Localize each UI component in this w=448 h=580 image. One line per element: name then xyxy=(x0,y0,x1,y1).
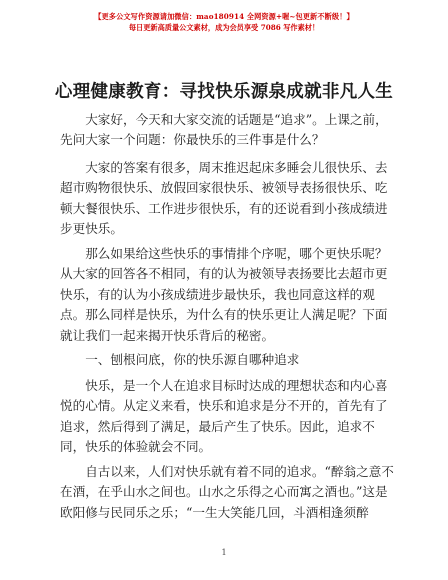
paragraph-text: 自古以来，人们对快乐就有着不同的追求。“醉翁之意不在酒，在乎山水之间也。山水之乐得之心而寓之酒也。”这是欧阳修与民同乐之乐；“一生大笑能几回，斗酒相逢须醉 xyxy=(60,464,394,520)
paragraph-intro xyxy=(60,110,400,151)
paragraph-text: 大家的答案有很多，周末推迟起床多睡会儿很快乐、去超市购物很快乐、放假回家很快乐、被领导表扬很快乐、吃顿大餐很快乐、工作进步很快乐，有的还说看到小孩成绩进步更快乐。 xyxy=(60,160,388,237)
page-number: 1 xyxy=(221,548,227,557)
paragraph-text: 快乐，是一个人在追求目标时达成的理想状态和内心喜悦的心情。从定义来看，快乐和追求是分不开的，首先有了追求，然后得到了满足，最后产生了快乐。因此，追求不同，快乐的体验就会不同。 xyxy=(60,378,388,455)
paragraph-text: 那么如果给这些快乐的事情排个序呢，哪个更快乐呢？从大家的回答各不相同，有的认为被领导表扬要比去超市更快乐，有的认为小孩成绩进步最快乐，我也同意这样的观点。那么同样是快乐，为什么有的快乐更让人满足呢？下面就让我们一起来揭开快乐背后的秘密。 xyxy=(60,246,388,343)
paragraph-text: 大家好，今天和大家交流的话题是“追求”。上课之前，先问大家一个问题：你最快乐的三件事是什么？ xyxy=(60,112,388,148)
promo-line-2: 每日更新高质量公文素材，成为会员享受 7086 写作素材！ xyxy=(128,23,320,32)
paragraph-ranking xyxy=(60,244,400,346)
heading-text: 一、刨根问底，你的快乐源自哪种追求 xyxy=(85,352,300,367)
paragraph-answers xyxy=(60,158,400,240)
paragraph-history xyxy=(60,462,400,523)
section-heading-1 xyxy=(60,350,400,370)
promo-line-1: 【更多公文写作资源请加微信：mao180914 全网资源+喔~包更新不断级！】 xyxy=(94,12,354,21)
paragraph-definition xyxy=(60,376,400,458)
document-title: 心理健康教育：寻找快乐源泉成就非凡人生 xyxy=(54,82,394,102)
